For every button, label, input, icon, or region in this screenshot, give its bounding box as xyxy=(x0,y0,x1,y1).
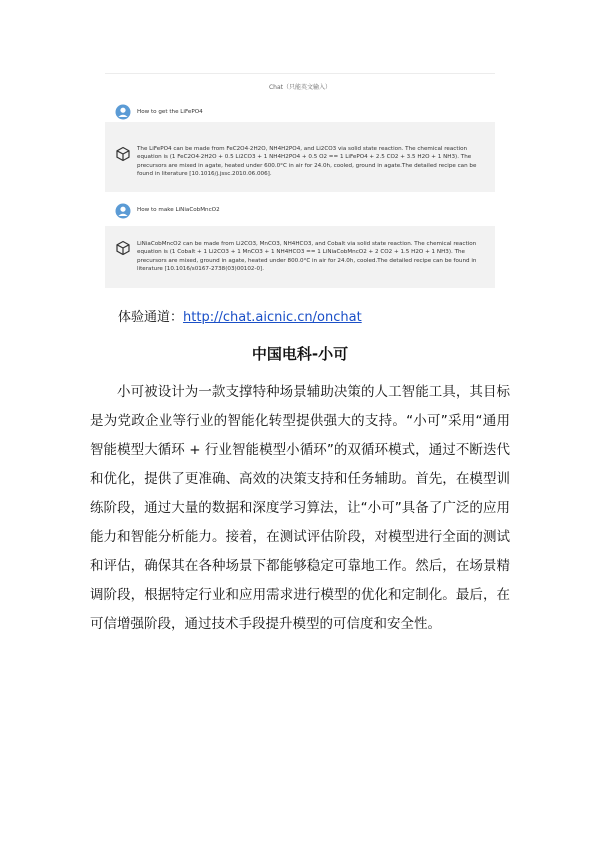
chat-message-user xyxy=(105,102,495,122)
chat-message-bot xyxy=(105,226,495,288)
chat-message-bot xyxy=(105,122,495,192)
cube-icon xyxy=(115,146,131,162)
body-paragraph xyxy=(90,378,510,639)
message-text: LiNiaCobMncO2 can be made from Li2CO3, MnCO3, NH4HCO3, and Cobalt via solid state reaction. The chemical reaction equation is (1 Cobalt + 1 Li2CO3 + 1 MnCO3 + 1 NH4HCO3 == 1 LiNiaCobMncO2 + 2 CO2 + 1.5 H2O + 1 NH3). The precursors are mixed, ground in agate, heated under 800.0°C in air for 24.0h, cooled.The detailed recipe can be found in literature [10.1016/s0167-2738(03)00102-0]. xyxy=(137,241,477,273)
message-text: How to make LiNiaCobMncO2 xyxy=(137,207,220,213)
chat-title: Chat（只能英文输入） xyxy=(268,84,332,91)
user-avatar-icon xyxy=(115,203,131,219)
message-text: The LiFePO4 can be made from FeC2O4·2H2O, NH4H2PO4, and Li2CO3 via solid state reaction. The chemical reaction equation is (1 FeC2O4·2H2O + 0.5 Li2CO3 + 1 NH4H2PO4 + 0.5 O2 == 1 LiFePO4 + 2.5 CO2 + 3.5 H2O + 1 NH3). The precursors are mixed in agate, heated under 600.0°C in air for 24.0h, cooled, ground in agate.The detailed recipe can be found in literature [10.1016/j.jssc.2010.06.006]. xyxy=(137,146,477,178)
trial-link-line xyxy=(118,306,362,325)
message-text: How to get the LiFePO4 xyxy=(137,109,203,115)
user-avatar-icon xyxy=(115,104,131,120)
section-heading: 中国电科-小可 xyxy=(251,345,349,363)
paragraph-text: 小可被设计为一款支撑特种场景辅助决策的人工智能工具，其目标是为党政企业等行业的智能化转型提供强大的支持。“小可”采用“通用智能模型大循环 + 行业智能模型小循环”的双循环模式，通过不断迭代和优化，提供了更准确、高效的决策支持和任务辅助。首先，在模型训练阶段，通过大量的数据和深度学习算法，让“小可”具备了广泛的应用能力和智能分析能力。接着，在测试评估阶段，对模型进行全面的测试和评估，确保其在各种场景下都能够稳定可靠地工作。然后，在场景精调阶段，根据特定行业和应用需求进行模型的优化和定制化。最后，在可信增强阶段，通过技术手段提升模型的可信度和安全性。 xyxy=(90,384,510,632)
cube-icon xyxy=(115,240,131,256)
chat-message-user xyxy=(105,200,495,220)
trial-link[interactable]: http://chat.aicnic.cn/onchat xyxy=(183,310,362,325)
trial-link-label: 体验通道： xyxy=(118,310,184,325)
chat-screenshot xyxy=(105,73,495,289)
